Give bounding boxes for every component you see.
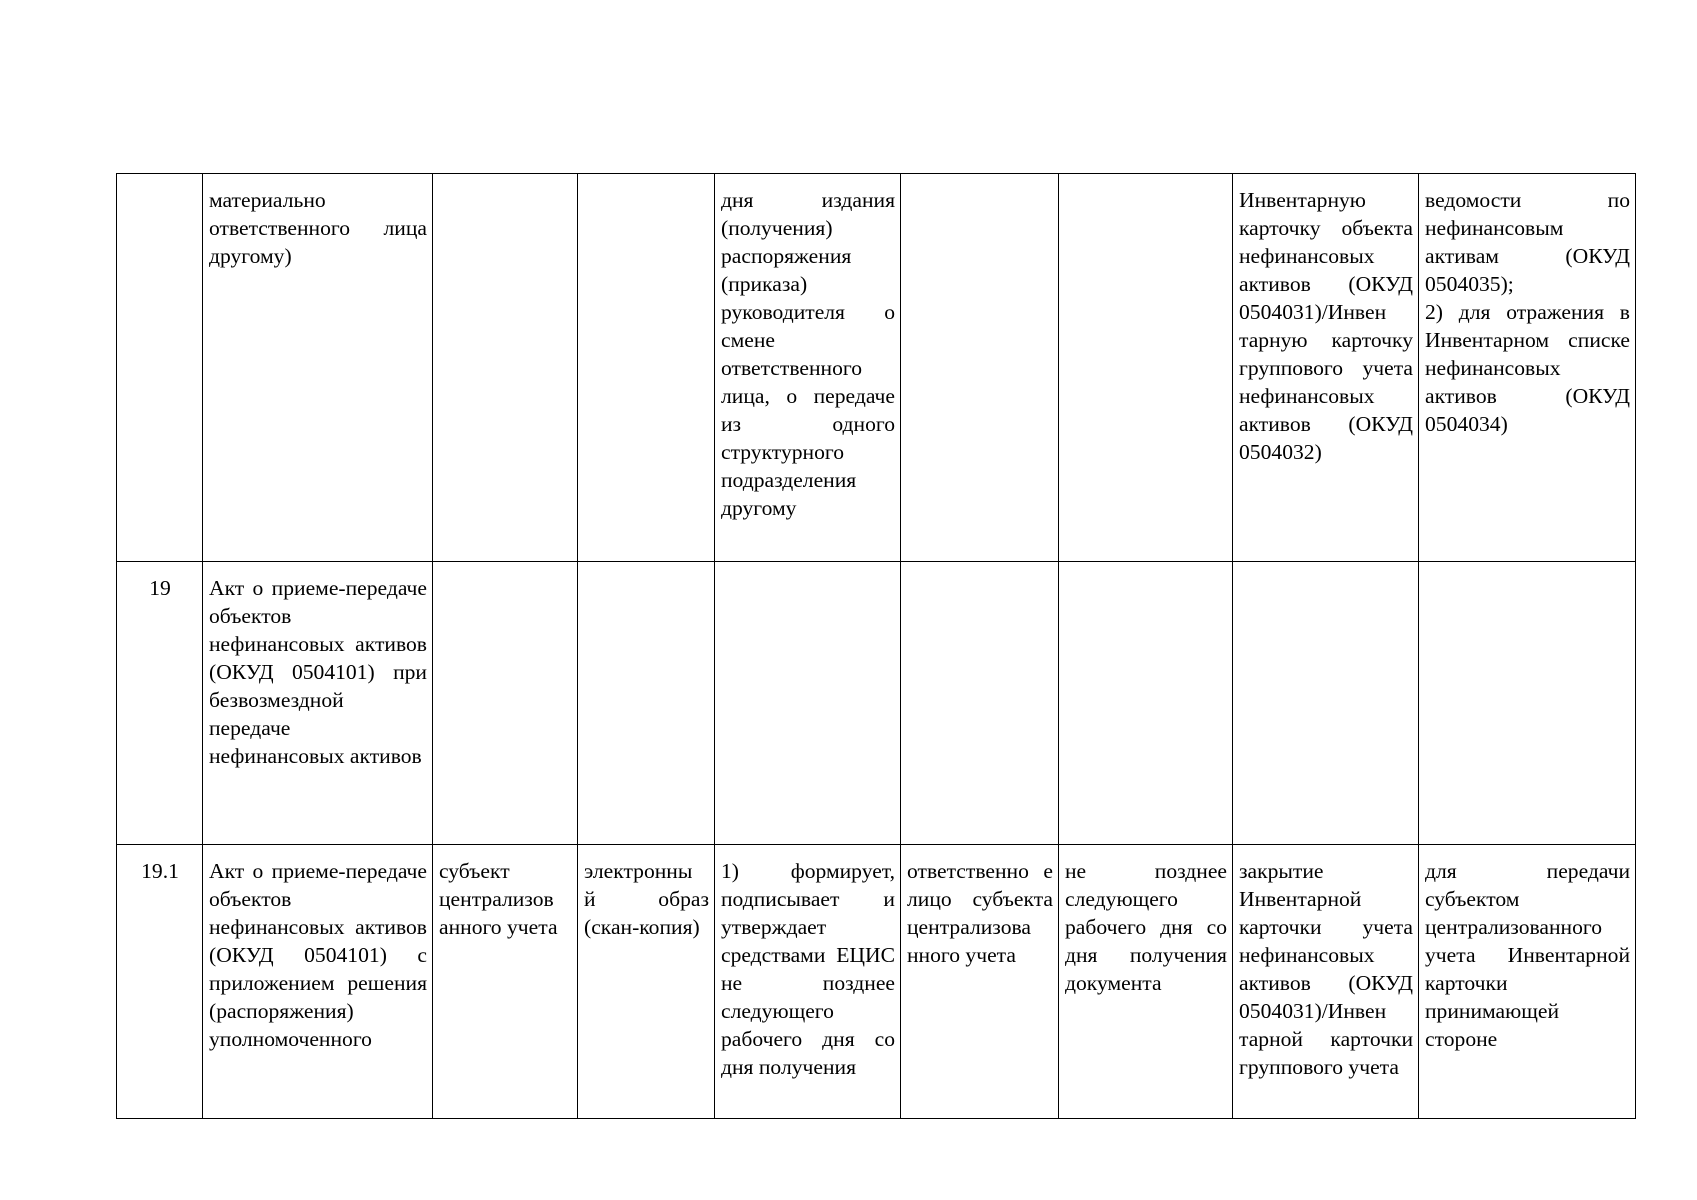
row-number-cell: 19 — [117, 562, 203, 845]
document-name-cell — [203, 174, 433, 562]
accounting-action-text: Инвентарную карточку объекта нефинансовых активов (ОКУД 0504031)/Инвен тарную карточку группового учета нефинансовых активов (ОКУД 0504032) — [1239, 188, 1413, 464]
accounting-action-cell — [1233, 562, 1419, 845]
document-name-cell — [203, 562, 433, 845]
purpose-text: для передачи субъектом централизованного учета Инвентарной карточки принимающей стороне — [1425, 859, 1630, 1051]
responsible-subject-cell — [433, 174, 578, 562]
purpose-cell — [1419, 562, 1636, 845]
purpose-cell — [1419, 845, 1636, 1119]
document-table — [116, 173, 1636, 1119]
document-form-cell — [578, 845, 715, 1119]
procedure-cell — [715, 174, 901, 562]
responsible-person-cell — [901, 174, 1059, 562]
procedure-text: дня издания (получения) распоряжения (приказа) руководителя о смене ответственного лица, о передаче из одного структурного подразделения другому — [721, 188, 895, 520]
document-form-cell — [578, 174, 715, 562]
table-row — [117, 174, 1636, 562]
row-number-cell — [117, 174, 203, 562]
accounting-action-cell — [1233, 174, 1419, 562]
table-row — [117, 845, 1636, 1119]
row-number-cell: 19.1 — [117, 845, 203, 1119]
procedure-text: 1) формирует, подписывает и утверждает средствами ЕЦИС не позднее следующего рабочего дня со дня получения — [721, 859, 895, 1079]
document-form-cell — [578, 562, 715, 845]
document-name-text: Акт о приеме-передаче объектов нефинансовых активов (ОКУД 0504101) при безвозмездной передаче нефинансовых активов — [209, 576, 427, 768]
procedure-cell — [715, 562, 901, 845]
responsible-person-cell — [901, 562, 1059, 845]
document-name-text: материально ответственного лица другому) — [209, 188, 427, 268]
responsible-subject-cell — [433, 562, 578, 845]
accounting-action-cell — [1233, 845, 1419, 1119]
purpose-cell — [1419, 174, 1636, 562]
responsible-person-cell — [901, 845, 1059, 1119]
purpose-text: ведомости по нефинансовым активам (ОКУД 0504035); 2) для отражения в Инвентарном списке нефинансовых активов (ОКУД 0504034) — [1425, 188, 1630, 436]
deadline-cell — [1059, 174, 1233, 562]
document-name-text: Акт о приеме-передаче объектов нефинансовых активов (ОКУД 0504101) с приложением решения (распоряжения) уполномоченного — [209, 859, 427, 1051]
table-row — [117, 562, 1636, 845]
responsible-person-text: ответственно е лицо субъекта централизова нного учета — [907, 859, 1053, 967]
responsible-subject-text: субъект централизов анного учета — [439, 859, 558, 939]
deadline-cell — [1059, 845, 1233, 1119]
document-form-text: электронны й образ (скан-копия) — [584, 859, 709, 939]
document-name-cell — [203, 845, 433, 1119]
deadline-text: не позднее следующего рабочего дня со дня получения документа — [1065, 859, 1227, 995]
accounting-action-text: закрытие Инвентарной карточки учета нефинансовых активов (ОКУД 0504031)/Инвен тарной карточки группового учета — [1239, 859, 1413, 1079]
procedure-cell — [715, 845, 901, 1119]
responsible-subject-cell — [433, 845, 578, 1119]
deadline-cell — [1059, 562, 1233, 845]
